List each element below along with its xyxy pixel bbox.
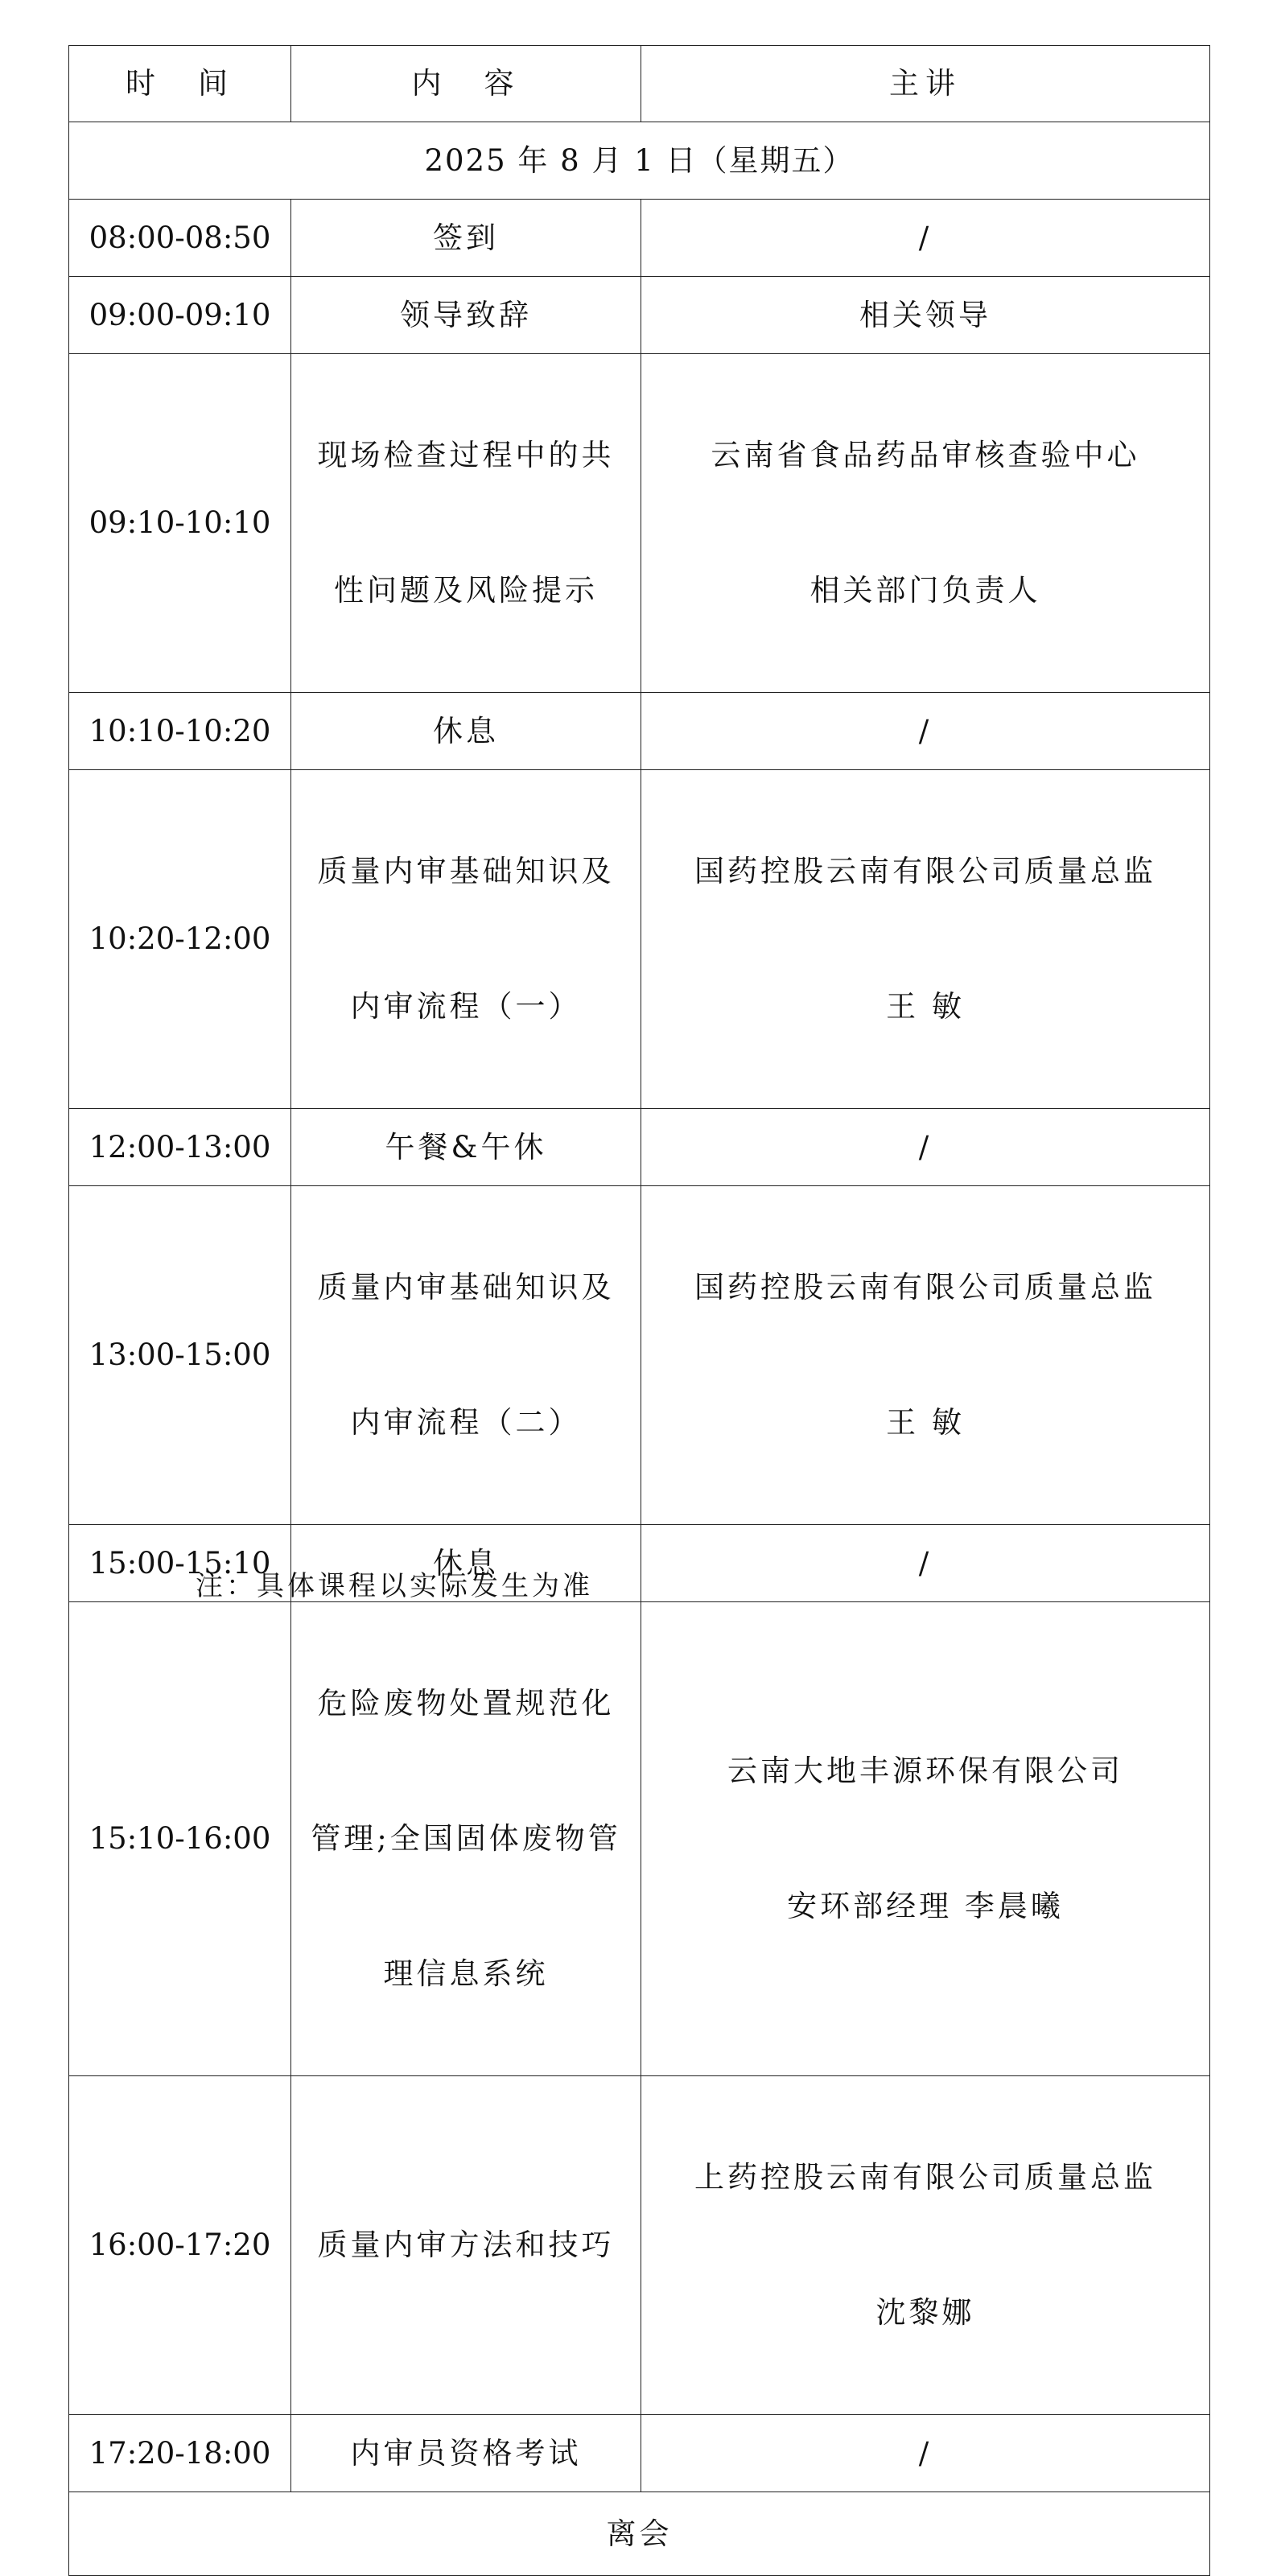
content-line: 危险废物处置规范化 [317,1686,615,1721]
header-speaker: 主讲 [641,46,1210,122]
table-row [69,1109,1210,1186]
speaker-cell [641,2076,1210,2415]
time-cell: 09:00-09:10 [69,277,291,354]
content-line: 性问题及风险提示 [334,573,598,608]
content-cell [291,770,641,1109]
speaker-cell [641,1109,1210,1186]
content-line: 质量内审基础知识及 [317,1270,615,1304]
table-row [69,200,1210,277]
time-cell: 09:10-10:10 [69,354,291,693]
content-cell [291,277,641,354]
time-cell: 16:00-17:20 [69,2076,291,2415]
speaker-cell [641,1602,1210,2076]
speaker-cell [641,1525,1210,1602]
table-row [69,1186,1210,1525]
content-cell [291,1602,641,2076]
schedule-table [68,45,1210,2576]
content-line: 理信息系统 [383,1956,549,1991]
speaker-line: 云南大地丰源环保有限公司 [727,1754,1123,1788]
speaker-line: 国药控股云南有限公司质量总监 [694,1270,1156,1304]
speaker-cell [641,277,1210,354]
content-cell [291,354,641,693]
speaker-line: / [918,220,933,255]
content-cell [291,2076,641,2415]
date-cell: 2025 年 8 月 1 日（星期五） [69,122,1210,200]
content-line: 质量内审方法和技巧 [317,2228,615,2262]
date-row [69,122,1210,200]
speaker-cell [641,2415,1210,2492]
table-row [69,277,1210,354]
content-cell [291,200,641,277]
table-row [69,693,1210,770]
end-cell: 离会 [69,2492,1210,2576]
time-cell: 17:20-18:00 [69,2415,291,2492]
table-row [69,770,1210,1109]
content-line: 签到 [433,220,499,255]
content-line: 内审流程（二） [350,1405,582,1440]
speaker-line: 沈黎娜 [875,2295,975,2330]
header-time: 时 间 [69,46,291,122]
time-cell: 13:00-15:00 [69,1186,291,1525]
content-cell [291,2415,641,2492]
header-content: 内 容 [291,46,641,122]
speaker-cell [641,770,1210,1109]
content-line: 午餐&午休 [385,1129,547,1164]
end-row [69,2492,1210,2576]
content-cell [291,1186,641,1525]
time-cell: 15:10-16:00 [69,1602,291,2076]
time-cell: 08:00-08:50 [69,200,291,277]
speaker-line: / [918,1545,933,1581]
table-row [69,2415,1210,2492]
time-cell: 15:00-15:10 [69,1525,291,1602]
table-row [69,354,1210,693]
speaker-line: 相关领导 [859,297,991,332]
speaker-line: / [918,713,933,748]
speaker-line: / [918,2435,933,2471]
content-line: 内审员资格考试 [350,2435,582,2471]
time-cell: 10:20-12:00 [69,770,291,1109]
table-row [69,1602,1210,2076]
speaker-line: 相关部门负责人 [809,573,1041,608]
content-line: 管理;全国固体废物管 [311,1821,621,1856]
content-line: 休息 [433,713,499,748]
content-line: 质量内审基础知识及 [317,854,615,888]
footnote: 注：具体课程以实际发生为准 [196,1570,593,1602]
content-cell [291,693,641,770]
content-line: 休息 [433,1545,499,1581]
speaker-cell [641,693,1210,770]
content-line: 现场检查过程中的共 [317,438,615,472]
speaker-line: 云南省食品药品审核查验中心 [711,438,1140,472]
speaker-cell [641,1186,1210,1525]
speaker-cell [641,354,1210,693]
speaker-line: 王 敏 [886,989,965,1024]
speaker-line: / [918,1129,933,1164]
content-cell [291,1109,641,1186]
speaker-line: 上药控股云南有限公司质量总监 [694,2160,1156,2195]
time-cell: 10:10-10:20 [69,693,291,770]
speaker-line: 国药控股云南有限公司质量总监 [694,854,1156,888]
speaker-line: 安环部经理 李晨曦 [787,1889,1064,1923]
header-row [69,46,1210,122]
speaker-line: 王 敏 [886,1405,965,1440]
table-row [69,2076,1210,2415]
content-line: 领导致辞 [400,297,532,332]
content-line: 内审流程（一） [350,989,582,1024]
time-cell: 12:00-13:00 [69,1109,291,1186]
speaker-cell [641,200,1210,277]
